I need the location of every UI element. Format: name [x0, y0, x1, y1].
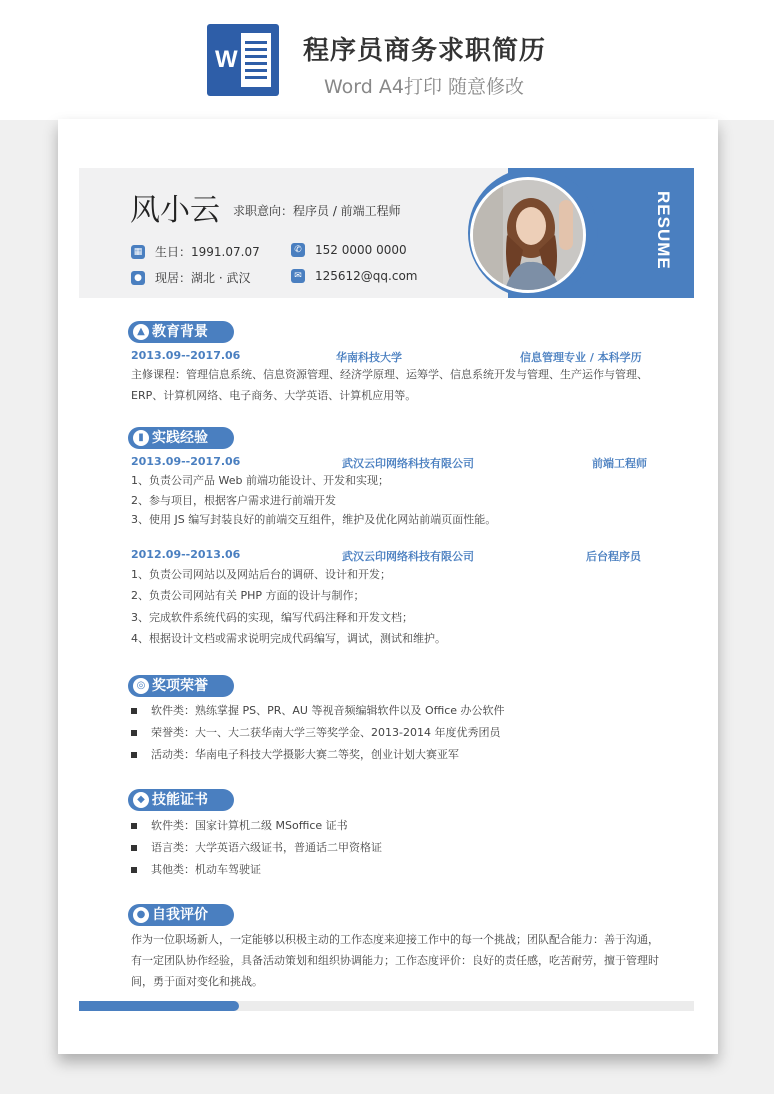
job-1-item: 1、负责公司产品 Web 前端功能设计、开发和实现；	[131, 474, 389, 487]
award-item: 荣誉类：大一、大二获华南大学三等奖学金、2013-2014 年度优秀团员	[131, 724, 500, 740]
job-1-company: 武汉云印网络科技有限公司	[342, 457, 474, 470]
job-2-item: 4、根据设计文档或需求说明完成代码编写，调试，测试和维护。	[131, 632, 446, 645]
banner-subtitle: Word A4打印 随意修改	[324, 76, 525, 98]
self-evaluation-text: 作为一位职场新人，一定能够以积极主动的工作态度来迎接工作中的每一个挑战；团队配合能力：善于沟通，有一定团队协作经验，具备活动策划和组织协调能力；工作态度评价：良好的责任感，吃苦耐劳，擅于管理时间，勇于面对变化和挑战。	[131, 933, 659, 988]
section-education	[128, 321, 234, 343]
candidate-name: 风小云	[130, 193, 220, 228]
calendar-icon: ▦	[131, 245, 145, 259]
word-document-icon	[207, 24, 279, 96]
section-education-title: 教育背景	[152, 324, 208, 340]
section-self-evaluation	[128, 904, 234, 926]
location-pin-icon: ●	[131, 271, 145, 285]
award-item: 软件类：熟练掌握 PS、PR、AU 等视音频编辑软件以及 Office 办公软件	[131, 702, 505, 718]
word-page-graphic	[241, 33, 271, 87]
tag-icon: ◆	[133, 792, 149, 808]
graduation-cap-icon: ▲	[133, 324, 149, 340]
birth-info	[131, 243, 260, 260]
email-info	[291, 269, 418, 283]
footer-bar-fill	[79, 1001, 239, 1011]
job-2-date: 2012.09--2013.06	[131, 548, 241, 561]
section-awards	[128, 675, 234, 697]
top-banner	[0, 0, 774, 120]
banner-title: 程序员商务求职简历	[303, 36, 547, 66]
certificate-item: 其他类：机动车驾驶证	[131, 861, 261, 877]
birth-text: 生日：1991.07.07	[155, 245, 260, 259]
profile-photo	[470, 177, 586, 293]
education-school: 华南科技大学	[336, 351, 402, 364]
education-major: 信息管理专业 / 本科学历	[520, 351, 642, 364]
job-2-item: 3、完成软件系统代码的实现，编写代码注释和开发文档；	[131, 611, 413, 624]
location-text: 现居：湖北 · 武汉	[155, 271, 251, 285]
certificate-item: 软件类：国家计算机二级 MSoffice 证书	[131, 817, 348, 833]
resume-vertical-label: RESUME	[654, 191, 673, 270]
location-info	[131, 269, 250, 286]
phone-info	[291, 243, 407, 257]
job-1-date: 2013.09--2017.06	[131, 455, 241, 468]
job-intent: 求职意向：程序员 / 前端工程师	[233, 204, 401, 218]
bar-chart-icon: ▮	[133, 430, 149, 446]
job-1-item: 3、使用 JS 编写封装良好的前端交互组件，维护及优化网站前端页面性能。	[131, 513, 497, 526]
section-experience-title: 实践经验	[152, 430, 208, 446]
section-experience	[128, 427, 234, 449]
award-item: 活动类：华南电子科技大学摄影大赛二等奖，创业计划大赛亚军	[131, 746, 459, 762]
target-icon: ◎	[133, 678, 149, 694]
section-awards-title: 奖项荣誉	[152, 678, 208, 694]
section-certificates	[128, 789, 234, 811]
word-letter: W	[215, 46, 238, 73]
education-courses: 主修课程：管理信息系统、信息资源管理、经济学原理、运筹学、信息系统开发与管理、生产运作与管理、ERP、计算机网络、电子商务、大学英语、计算机应用等。	[131, 368, 648, 402]
job-1-role: 前端工程师	[592, 457, 647, 470]
job-2-role: 后台程序员	[586, 550, 641, 563]
email-text: 125612@qq.com	[315, 269, 418, 283]
resume-paper	[58, 119, 718, 1054]
job-1-item: 2、参与项目，根据客户需求进行前端开发	[131, 494, 336, 507]
education-date: 2013.09--2017.06	[131, 349, 241, 362]
section-self-evaluation-title: 自我评价	[152, 907, 208, 923]
phone-text: 152 0000 0000	[315, 243, 407, 257]
certificate-item: 语言类：大学英语六级证书，普通话二甲资格证	[131, 839, 382, 855]
phone-icon: ✆	[291, 243, 305, 257]
job-2-item: 1、负责公司网站以及网站后台的调研、设计和开发；	[131, 568, 391, 581]
job-2-item: 2、负责公司网站有关 PHP 方面的设计与制作；	[131, 589, 365, 602]
section-certificates-title: 技能证书	[152, 792, 208, 808]
person-icon: ●	[133, 907, 149, 923]
envelope-icon: ✉	[291, 269, 305, 283]
job-2-company: 武汉云印网络科技有限公司	[342, 550, 474, 563]
